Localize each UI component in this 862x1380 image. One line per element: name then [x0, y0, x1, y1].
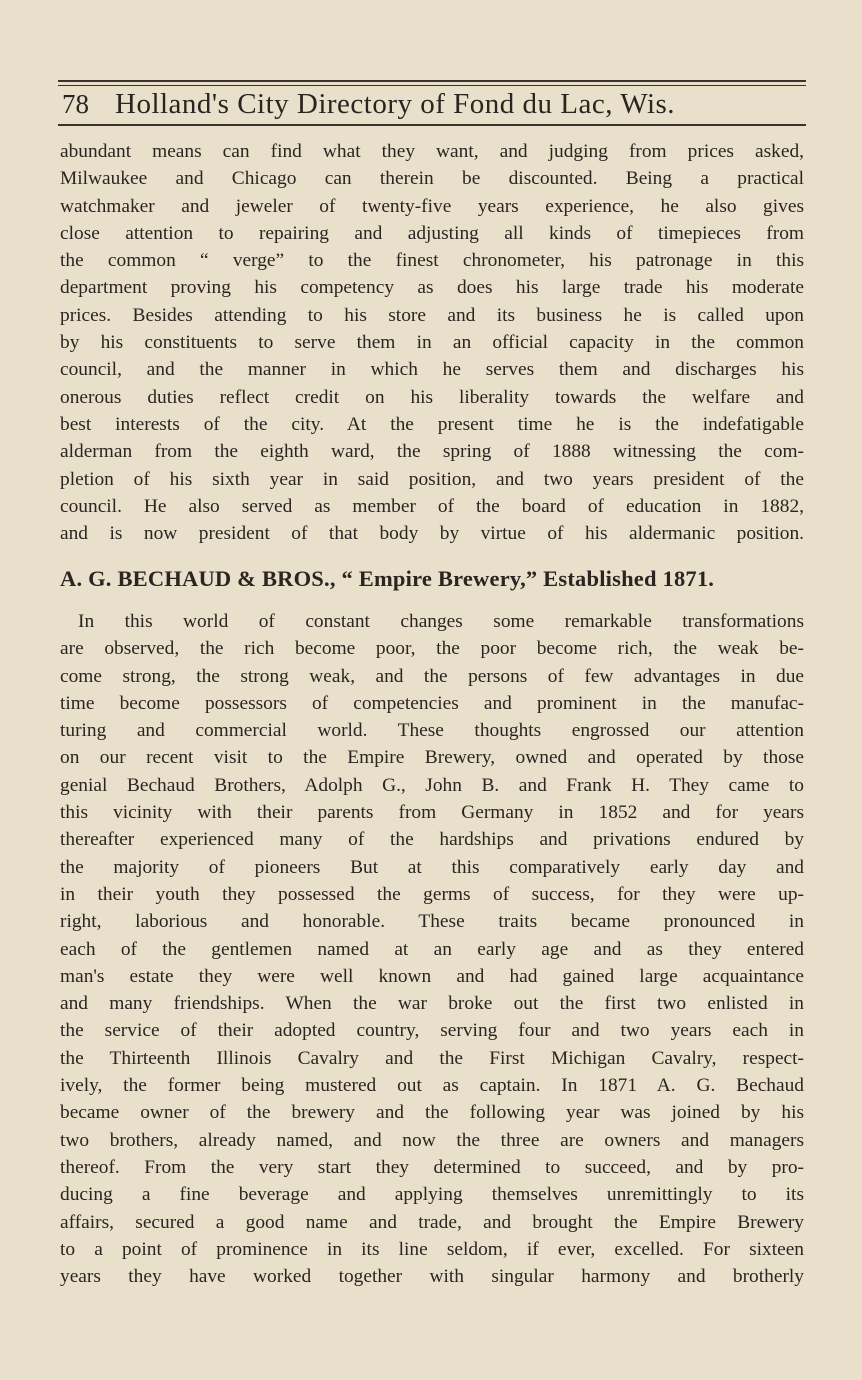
text-line: pletion of his sixth year in said position, and two years president of the: [60, 468, 804, 490]
header-rule-thin: [58, 85, 806, 86]
text-line: and many friendships. When the war broke out the first two enlisted in: [60, 993, 804, 1015]
text-line: by his constituents to serve them in an official capacity in the common: [60, 332, 804, 354]
page-number: 78: [62, 89, 89, 119]
header-rule-bottom: [58, 124, 806, 126]
text-line: became owner of the brewery and the following year was joined by his: [60, 1102, 804, 1124]
text-line: each of the gentlemen named at an early age and as they entered: [60, 938, 804, 960]
text-line: abundant means can find what they want, and judging from prices asked,: [60, 141, 804, 162]
paragraph-2: [60, 608, 804, 1290]
text-line: thereof. From the very start they determined to succeed, and by pro-: [60, 1156, 804, 1178]
text-line: the majority of pioneers But at this comparatively early day and: [60, 856, 804, 878]
page-header: [62, 88, 806, 124]
text-line: onerous duties reflect credit on his liberality towards the welfare and: [60, 386, 804, 408]
text-line: ducing a fine beverage and applying themselves unremittingly to its: [60, 1184, 804, 1206]
text-line: this vicinity with their parents from Germany in 1852 and for years: [60, 802, 804, 824]
paragraph-1: [60, 138, 804, 547]
text-line: time become possessors of competencies and prominent in the manufac-: [60, 692, 804, 714]
text-line: the common “ verge” to the finest chronometer, his patronage in this: [60, 250, 804, 272]
text-line: close attention to repairing and adjusting all kinds of timepieces from: [60, 222, 804, 244]
text-line: in their youth they possessed the germs of success, for they were up-: [60, 883, 804, 905]
text-line: council, and the manner in which he serves them and discharges his: [60, 359, 804, 381]
text-line: In this world of constant changes some remarkable transformations: [78, 611, 804, 632]
text-line: right, laborious and honorable. These traits became pronounced in: [60, 911, 804, 933]
text-line: alderman from the eighth ward, the spring of 1888 witnessing the com-: [60, 441, 804, 463]
text-line: watchmaker and jeweler of twenty-five years experience, he also gives: [60, 195, 804, 217]
text-line: the service of their adopted country, serving four and two years each in: [60, 1020, 804, 1042]
text-line: come strong, the strong weak, and the persons of few advantages in due: [60, 665, 804, 687]
text-line: genial Bechaud Brothers, Adolph G., John B. and Frank H. They came to: [60, 774, 804, 796]
running-head: Holland's City Directory of Fond du Lac, Wis.: [115, 88, 676, 120]
text-line: Milwaukee and Chicago can therein be discounted. Being a practical: [60, 168, 804, 190]
text-line: on our recent visit to the Empire Brewery, owned and operated by those: [60, 747, 804, 769]
text-line: council. He also served as member of the board of education in 1882,: [60, 495, 804, 517]
text-line: the Thirteenth Illinois Cavalry and the First Michigan Cavalry, respect-: [60, 1047, 804, 1069]
text-line: and is now president of that body by virtue of his aldermanic position.: [60, 523, 804, 545]
text-line: thereafter experienced many of the hardships and privations endured by: [60, 829, 804, 851]
text-line: ively, the former being mustered out as captain. In 1871 A. G. Bechaud: [60, 1075, 804, 1097]
header-rule-top: [58, 80, 806, 82]
text-line: department proving his competency as does his large trade his moderate: [60, 277, 804, 299]
section-heading: A. G. BECHAUD & BROS., “ Empire Brewery,” Established 1871.: [60, 566, 715, 591]
text-line: years they have worked together with singular harmony and brotherly: [60, 1266, 804, 1288]
text-line: to a point of prominence in its line seldom, if ever, excelled. For sixteen: [60, 1238, 804, 1260]
text-line: prices. Besides attending to his store and its business he is called upon: [60, 304, 804, 326]
text-line: affairs, secured a good name and trade, and brought the Empire Brewery: [60, 1211, 804, 1233]
text-line: are observed, the rich become poor, the poor become rich, the weak be-: [60, 638, 804, 660]
text-line: man's estate they were well known and had gained large acquaintance: [60, 965, 804, 987]
text-line: turing and commercial world. These thoughts engrossed our attention: [60, 720, 804, 742]
text-line: best interests of the city. At the present time he is the indefatigable: [60, 413, 804, 435]
text-line: two brothers, already named, and now the three are owners and managers: [60, 1129, 804, 1151]
